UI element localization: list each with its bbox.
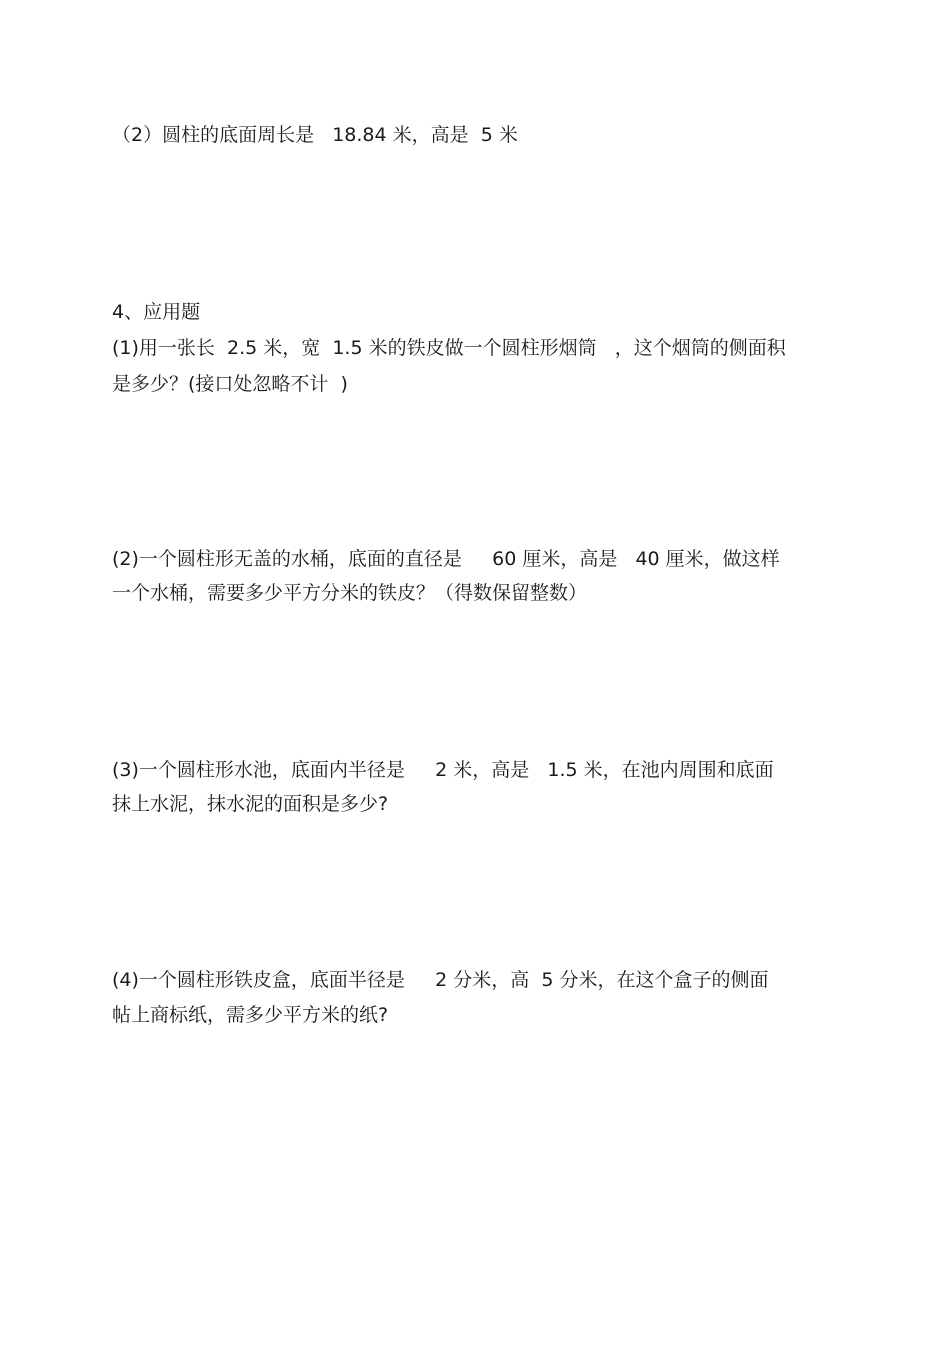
problem-1-line-1: (1)用一张长 2.5 米，宽 1.5 米的铁皮做一个圆柱形烟筒 ，这个烟筒的侧面积: [112, 337, 786, 359]
section-title: 4、应用题: [112, 301, 201, 323]
sub-question-2: （2）圆柱的底面周长是 18.84 米，高是 5 米: [112, 124, 518, 146]
problem-4-line-2: 帖上商标纸，需多少平方米的纸?: [112, 1004, 389, 1026]
problem-2-line-2: 一个水桶，需要多少平方分米的铁皮？（得数保留整数）: [112, 582, 588, 604]
problem-3-line-2: 抹上水泥，抹水泥的面积是多少?: [112, 793, 389, 815]
problem-1-line-2: 是多少？(接口处忽略不计 ): [112, 373, 348, 395]
problem-2-line-1: (2)一个圆柱形无盖的水桶，底面的直径是 60 厘米，高是 40 厘米，做这样: [112, 548, 780, 570]
problem-3-line-1: (3)一个圆柱形水池，底面内半径是 2 米，高是 1.5 米，在池内周围和底面: [112, 759, 774, 781]
problem-4-line-1: (4)一个圆柱形铁皮盒，底面半径是 2 分米，高 5 分米，在这个盒子的侧面: [112, 969, 769, 991]
